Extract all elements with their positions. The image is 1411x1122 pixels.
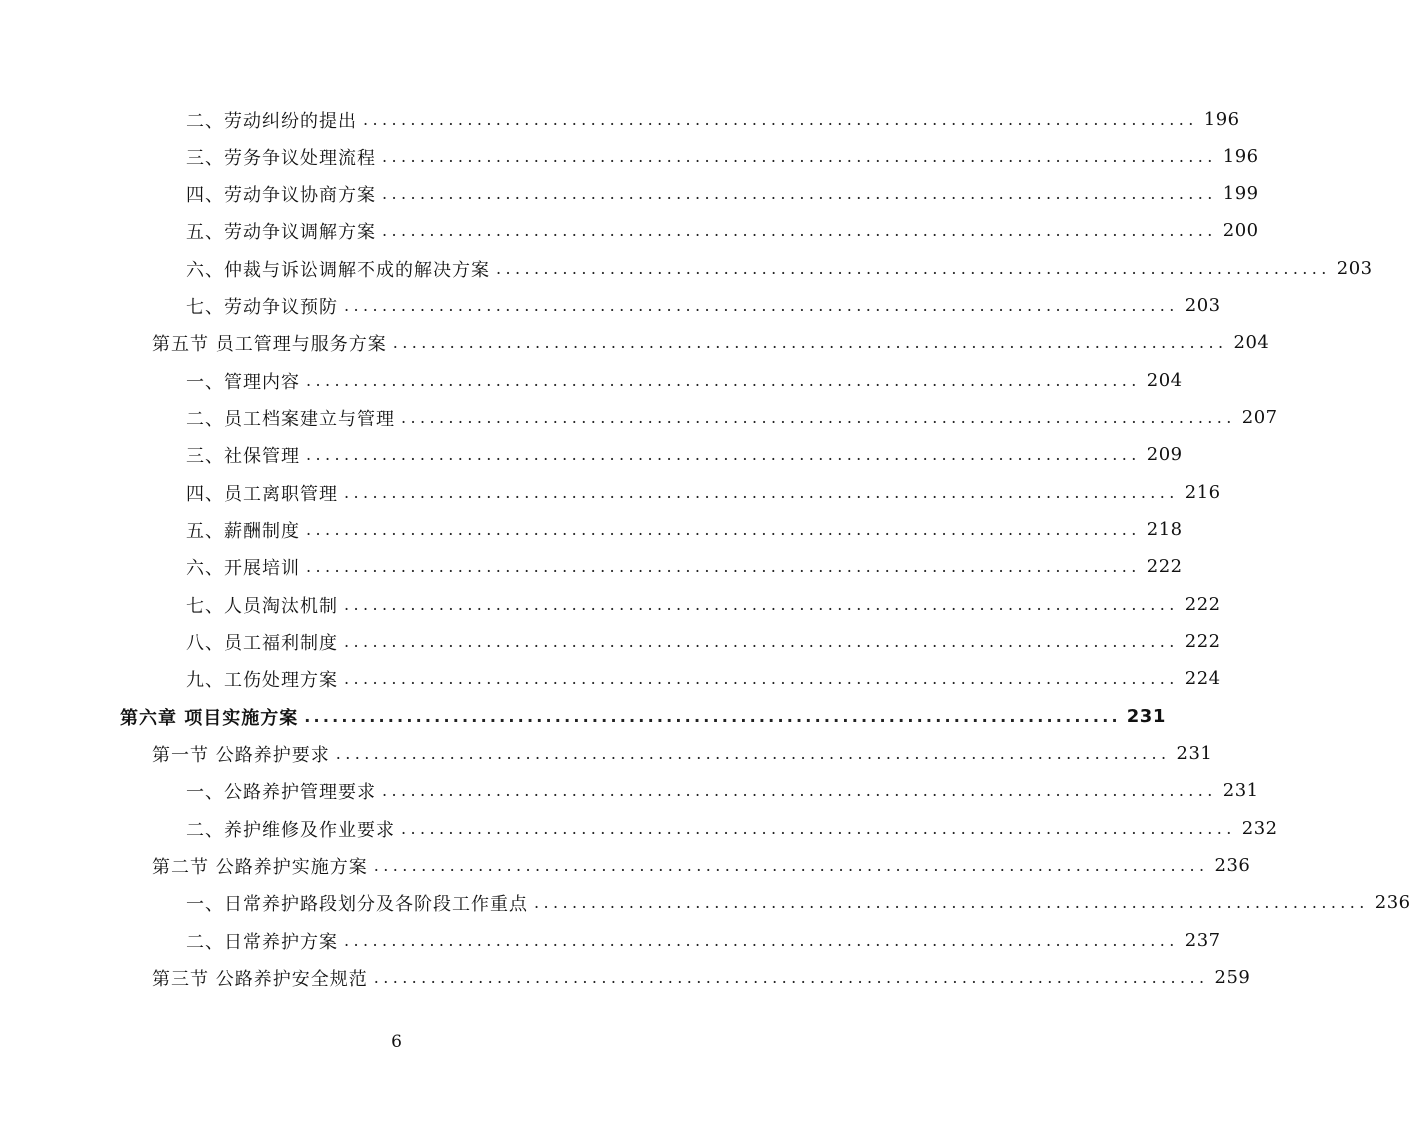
- dot-leader: ........................................................................................: [373, 856, 1209, 875]
- toc-entry-page: 207: [1241, 407, 1278, 428]
- dot-leader: ........................................................................................: [534, 893, 1369, 912]
- toc-entry-label: 三、劳务争议处理流程: [186, 144, 376, 170]
- toc-entry-page: 222: [1184, 594, 1221, 615]
- toc-entry-page: 209: [1146, 444, 1183, 465]
- toc-entry-label: 第三节 公路养护安全规范: [152, 965, 368, 991]
- toc-entry[interactable]: [186, 922, 1221, 959]
- toc-entry-page: 203: [1336, 258, 1373, 279]
- toc-entry-page: 224: [1184, 668, 1221, 689]
- dot-leader: ........................................................................................: [306, 520, 1141, 539]
- dot-leader: ........................................................................................: [496, 259, 1331, 278]
- toc-entry-page: 236: [1374, 892, 1411, 913]
- dot-leader: ........................................................................................: [335, 744, 1171, 763]
- toc-entry-label: 二、员工档案建立与管理: [186, 405, 395, 431]
- toc-entry-label: 五、劳动争议调解方案: [186, 218, 376, 244]
- toc-entry-label: 二、日常养护方案: [186, 928, 338, 954]
- toc-entry[interactable]: [186, 287, 1221, 324]
- toc-chapter-entry[interactable]: [120, 698, 1166, 735]
- dot-leader: ........................................................................................: [382, 221, 1217, 240]
- toc-entry[interactable]: [186, 772, 1259, 809]
- page-number: 6: [391, 1032, 402, 1052]
- toc-entry-label: 七、劳动争议预防: [186, 293, 338, 319]
- dot-leader: ........................................................................................: [306, 557, 1141, 576]
- toc-entry-page: 231: [1176, 743, 1213, 764]
- toc-entry-page: 200: [1222, 220, 1259, 241]
- toc-entry-page: 203: [1184, 295, 1221, 316]
- toc-entry[interactable]: [186, 399, 1278, 436]
- toc-entry-label: 一、管理内容: [186, 368, 300, 394]
- toc-entry[interactable]: [186, 660, 1221, 697]
- toc-entry[interactable]: [186, 548, 1183, 585]
- toc-entry-label: 第二节 公路养护实施方案: [152, 853, 368, 879]
- toc-entry-label: 一、日常养护路段划分及各阶段工作重点: [186, 890, 528, 916]
- toc-entry[interactable]: [186, 884, 1411, 921]
- toc-entry-label: 第一节 公路养护要求: [152, 741, 330, 767]
- toc-entry[interactable]: [186, 474, 1221, 511]
- toc-entry-label: 四、员工离职管理: [186, 480, 338, 506]
- dot-leader: ........................................................................................: [344, 669, 1179, 688]
- toc-entry-label: 八、员工福利制度: [186, 629, 338, 655]
- toc-entry[interactable]: [186, 436, 1183, 473]
- toc-entry[interactable]: [186, 250, 1373, 287]
- dot-leader: ........................................................................................: [344, 595, 1179, 614]
- dot-leader: ........................................................................................: [344, 296, 1179, 315]
- toc-entry[interactable]: [186, 101, 1240, 138]
- dot-leader: ........................................................................................: [382, 781, 1217, 800]
- toc-entry-page: 231: [1222, 780, 1259, 801]
- toc-entry-label: 九、工伤处理方案: [186, 666, 338, 692]
- dot-leader: ........................................................................................: [344, 632, 1179, 651]
- dot-leader: ........................................................................................: [392, 333, 1228, 352]
- toc-entry-page: 236: [1214, 855, 1251, 876]
- dot-leader: ........................................................................................: [382, 184, 1217, 203]
- toc-entry-label: 六、开展培训: [186, 554, 300, 580]
- toc-entry[interactable]: [186, 138, 1259, 175]
- toc-section-entry[interactable]: [152, 324, 1270, 361]
- toc-entry-page: 204: [1146, 370, 1183, 391]
- dot-leader: ........................................................................................: [401, 408, 1236, 427]
- toc-entry-page: 204: [1233, 332, 1270, 353]
- dot-leader: ........................................................................................: [382, 147, 1217, 166]
- toc-entry[interactable]: [186, 362, 1183, 399]
- toc-entry-label: 第五节 员工管理与服务方案: [152, 330, 387, 356]
- toc-entry-page: 237: [1184, 930, 1221, 951]
- dot-leader: ........................................................................................: [306, 445, 1141, 464]
- toc-entry-page: 218: [1146, 519, 1183, 540]
- toc-entry-page: 196: [1222, 146, 1259, 167]
- toc-entry-label: 二、养护维修及作业要求: [186, 816, 395, 842]
- toc-entry-page: 231: [1126, 706, 1166, 727]
- toc-entry-page: 222: [1184, 631, 1221, 652]
- dot-leader: ........................................................................................: [344, 931, 1179, 950]
- toc-entry-page: 199: [1222, 183, 1259, 204]
- toc-entry-label: 六、仲裁与诉讼调解不成的解决方案: [186, 256, 490, 282]
- dot-leader: ........................................................................................: [401, 819, 1236, 838]
- toc-entry-label: 五、薪酬制度: [186, 517, 300, 543]
- toc-entry-page: 259: [1214, 967, 1251, 988]
- dot-leader: ........................................................................................: [373, 968, 1209, 987]
- dot-leader: ........................................................................................: [363, 110, 1198, 129]
- toc-entry-label: 三、社保管理: [186, 442, 300, 468]
- toc-entry[interactable]: [186, 623, 1221, 660]
- toc-entry-label: 七、人员淘汰机制: [186, 592, 338, 618]
- toc-entry-page: 232: [1241, 818, 1278, 839]
- dot-leader: ........................................................................................: [306, 371, 1141, 390]
- dot-leader: ........................................................................................: [304, 707, 1121, 726]
- toc-entry-label: 四、劳动争议协商方案: [186, 181, 376, 207]
- toc-entry-label: 二、劳动纠纷的提出: [186, 107, 357, 133]
- dot-leader: ........................................................................................: [344, 483, 1179, 502]
- toc-entry[interactable]: [186, 212, 1259, 249]
- toc-section-entry[interactable]: [152, 735, 1213, 772]
- toc-entry[interactable]: [186, 511, 1183, 548]
- toc-entry-page: 216: [1184, 482, 1221, 503]
- toc-section-entry[interactable]: [152, 959, 1251, 996]
- toc-entry-page: 222: [1146, 556, 1183, 577]
- toc-entry-label: 第六章 项目实施方案: [120, 704, 298, 730]
- toc-entry-page: 196: [1203, 109, 1240, 130]
- toc-entry[interactable]: [186, 586, 1221, 623]
- toc-entry[interactable]: [186, 175, 1259, 212]
- toc-section-entry[interactable]: [152, 847, 1251, 884]
- toc-entry[interactable]: [186, 810, 1278, 847]
- toc-entry-label: 一、公路养护管理要求: [186, 778, 376, 804]
